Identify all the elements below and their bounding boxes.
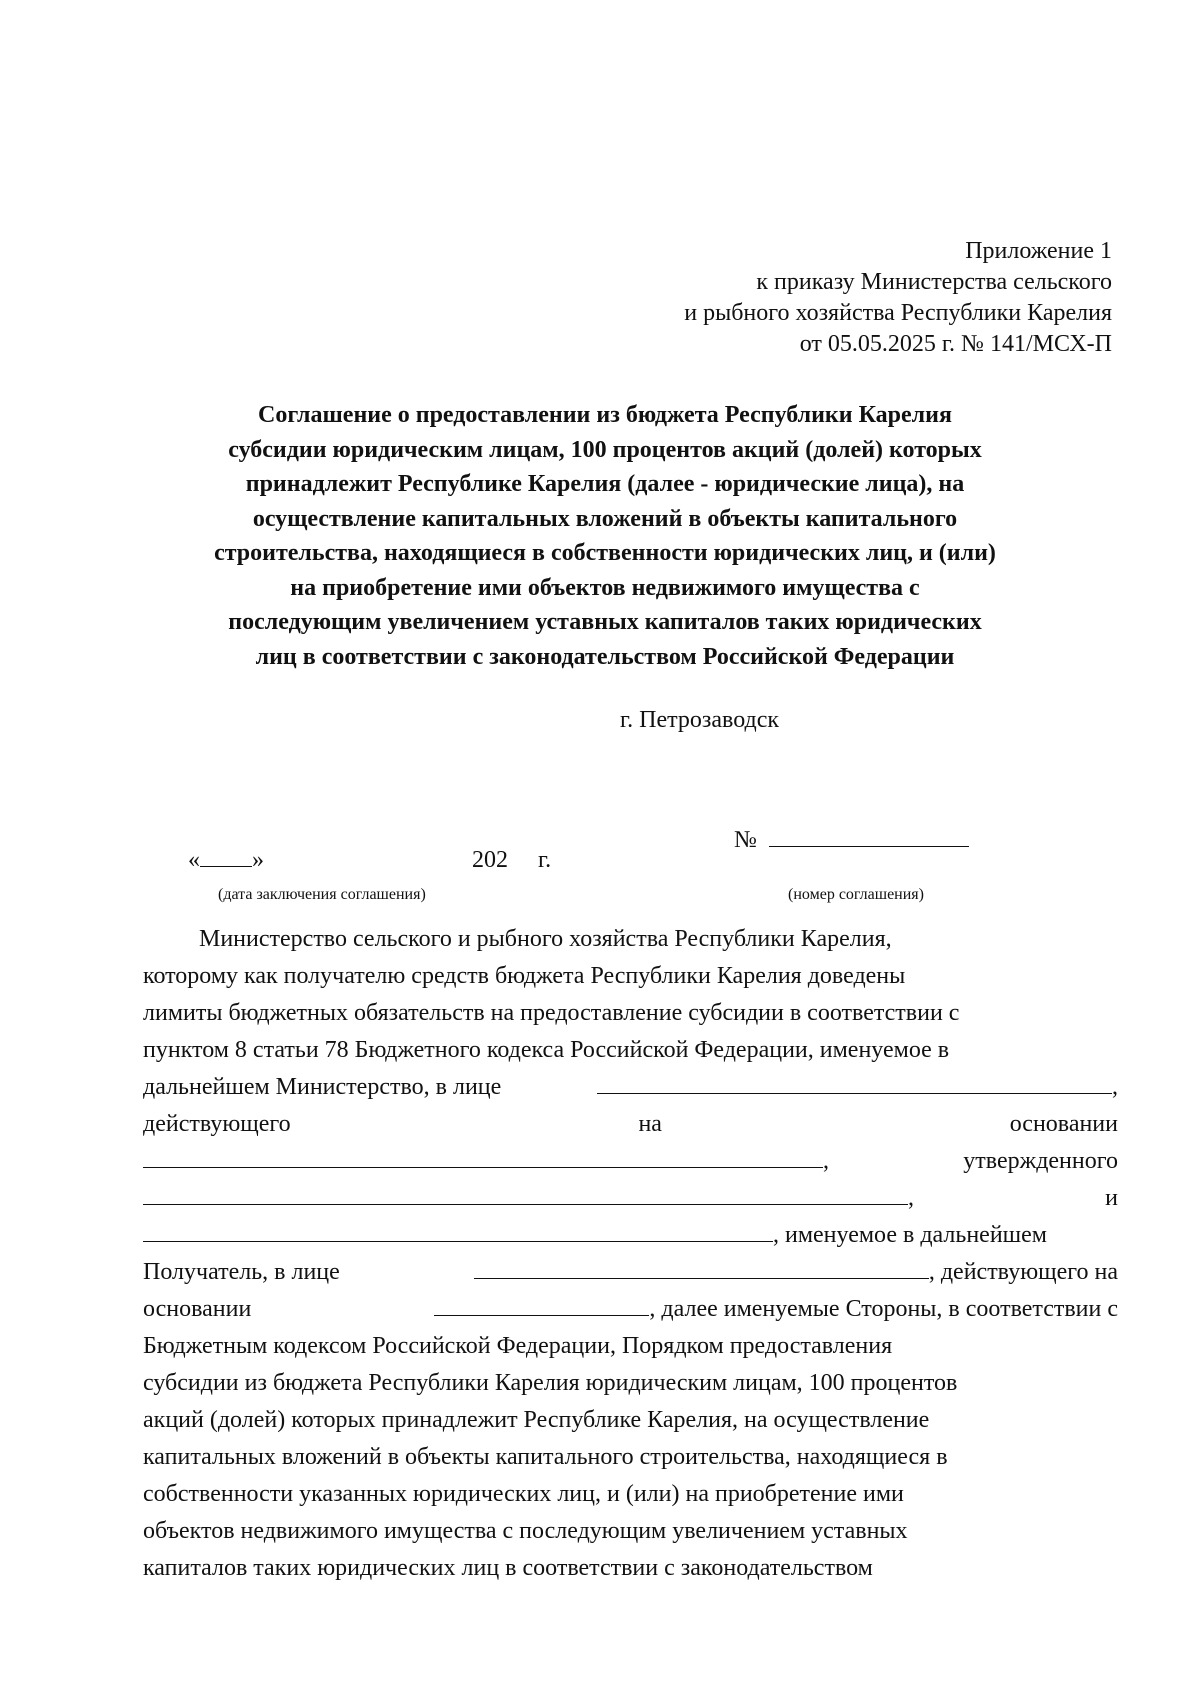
title-line: субсидии юридическим лицам, 100 процентов акций (долей) которых — [228, 436, 982, 463]
text-segment: которому как получателю средств бюджета Республики Карелия доведены — [143, 963, 906, 989]
text-line — [143, 1550, 1118, 1587]
recipient-basis-blank[interactable] — [434, 1293, 649, 1316]
text-segment: Министерство сельского и рыбного хозяйства Республики Карелия, — [199, 926, 892, 952]
text-line — [143, 1291, 1118, 1328]
comma: , — [1112, 1074, 1118, 1100]
title-line: Соглашение о предоставлении из бюджета Республики Карелия — [258, 402, 952, 428]
fill-group — [143, 1180, 914, 1217]
comma: , — [823, 1148, 829, 1174]
city-name: г. Петрозаводск — [620, 707, 780, 733]
fill-group — [143, 1143, 829, 1180]
recipient-name-blank[interactable] — [143, 1219, 773, 1242]
text-line — [143, 921, 1118, 958]
fill-group — [597, 1069, 1118, 1106]
text-segment: утвержденного — [963, 1148, 1118, 1174]
text-line — [143, 1439, 1118, 1476]
text-segment: пунктом 8 статьи 78 Бюджетного кодекса Российской Федерации, именуемое в — [143, 1037, 950, 1063]
text-segment: лимиты бюджетных обязательств на предоставление субсидии в соответствии с — [143, 1000, 960, 1026]
text-line — [143, 1069, 1118, 1106]
day-blank[interactable] — [200, 846, 252, 867]
number-blank[interactable] — [769, 826, 969, 847]
text-segment: основании — [143, 1296, 252, 1322]
text-segment: субсидии из бюджета Республики Карелия юридическим лицам, 100 процентов — [143, 1370, 958, 1396]
text-line — [143, 1402, 1118, 1439]
date-field — [188, 845, 264, 875]
text-line — [143, 1476, 1118, 1513]
title-line: лиц в соответствии с законодательством Российской Федерации — [255, 643, 955, 670]
comma: , — [908, 1185, 914, 1211]
text-segment: основании — [1009, 1111, 1118, 1137]
year-prefix: 202 — [472, 847, 508, 873]
text-line — [143, 1106, 1118, 1143]
text-line — [143, 958, 1118, 995]
title-line: строительства, находящиеся в собственности юридических лиц, и (или) — [214, 540, 996, 566]
text-line — [143, 1513, 1118, 1550]
quote-close: » — [252, 847, 264, 873]
title-line: последующим увеличением уставных капиталов таких юридических — [228, 609, 982, 635]
text-segment: дальнейшем Министерство, в лице — [143, 1074, 502, 1100]
agreement-number-field — [734, 825, 969, 855]
date-caption: (дата заключения соглашения) — [218, 886, 426, 903]
text-line — [143, 995, 1118, 1032]
agreement-body — [143, 921, 1118, 1587]
basis-document-blank[interactable] — [143, 1145, 823, 1168]
text-line — [143, 1254, 1118, 1291]
approval-details-blank[interactable] — [143, 1182, 908, 1205]
number-caption: (номер соглашения) — [788, 886, 924, 903]
text-line — [143, 1217, 1118, 1254]
text-segment: акций (долей) которых принадлежит Республике Карелия, на осуществление — [143, 1407, 930, 1433]
text-segment: и — [1105, 1185, 1118, 1211]
text-segment: Получатель, в лице — [143, 1259, 340, 1285]
title-line: на приобретение ими объектов недвижимого имущества с — [290, 574, 920, 601]
appendix-line: от 05.05.2025 г. № 141/МСХ-П — [799, 331, 1112, 357]
appendix-line: и рыбного хозяйства Республики Карелия — [684, 300, 1112, 326]
title-line: осуществление капитальных вложений в объекты капитального — [252, 505, 958, 532]
document-title — [130, 398, 1080, 674]
text-line — [143, 1032, 1118, 1069]
text-segment: капиталов таких юридических лиц в соответствии с законодательством — [143, 1555, 873, 1581]
appendix-reference — [684, 236, 1112, 360]
text-segment: капитальных вложений в объекты капитального строительства, находящиеся в — [143, 1444, 948, 1470]
appendix-line: Приложение 1 — [965, 238, 1112, 264]
year-field — [472, 845, 551, 875]
text-segment: на — [638, 1111, 662, 1137]
text-line — [143, 1328, 1118, 1365]
fill-group — [143, 1217, 1047, 1254]
text-segment: объектов недвижимого имущества с последующим увеличением уставных — [143, 1518, 908, 1544]
text-line — [143, 1143, 1118, 1180]
quote-open: « — [188, 847, 200, 873]
text-segment: Бюджетным кодексом Российской Федерации, Порядком предоставления — [143, 1333, 893, 1359]
year-suffix: г. — [538, 847, 552, 873]
title-line: принадлежит Республике Карелия (далее - юридические лица), на — [245, 471, 965, 497]
representative-name-blank[interactable] — [597, 1071, 1112, 1094]
text-line — [143, 1180, 1118, 1217]
text-line — [143, 1365, 1118, 1402]
number-sign: № — [734, 827, 757, 853]
text-segment: , действующего на — [928, 1259, 1118, 1285]
recipient-representative-blank[interactable] — [474, 1256, 929, 1279]
appendix-line: к приказу Министерства сельского — [756, 269, 1112, 295]
text-segment: действующего — [143, 1111, 291, 1137]
text-segment: , далее именуемые Стороны, в соответствии с — [649, 1296, 1118, 1322]
fill-group — [474, 1254, 1118, 1291]
text-segment: , именуемое в дальнейшем — [773, 1222, 1047, 1248]
text-segment: собственности указанных юридических лиц, и (или) на приобретение ими — [143, 1481, 904, 1507]
fill-group — [434, 1291, 1118, 1328]
